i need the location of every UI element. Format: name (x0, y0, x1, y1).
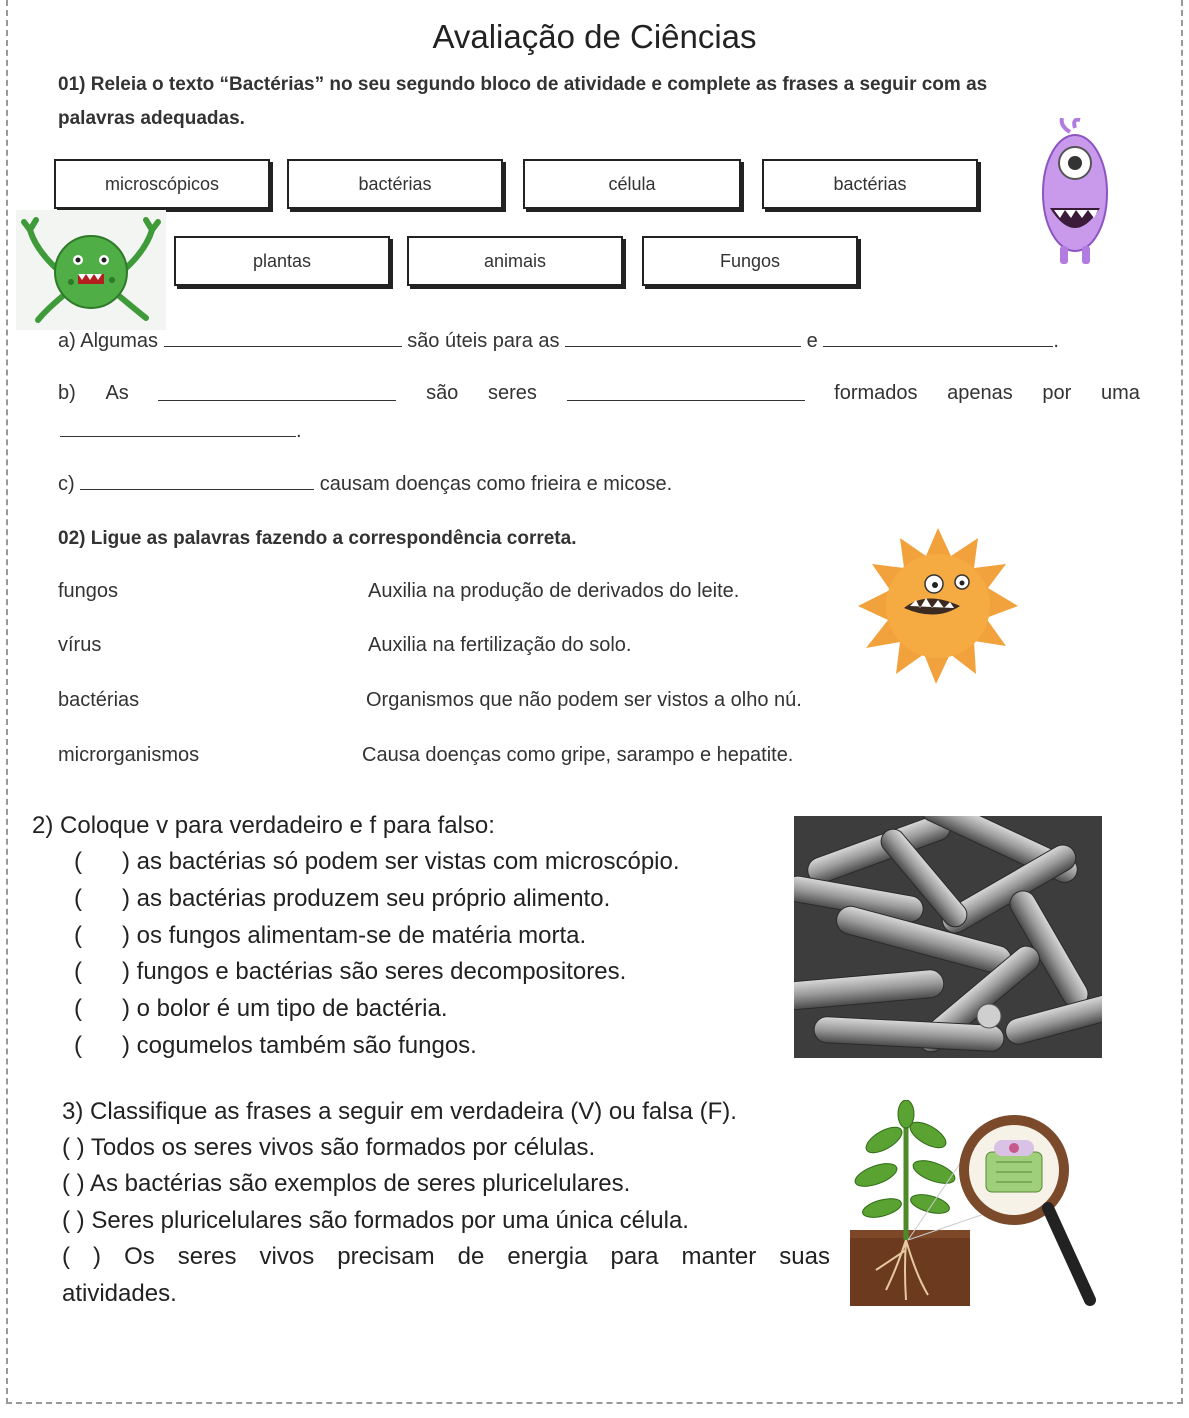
q1-b-blank-1[interactable] (158, 382, 396, 401)
q1-heading-line1: 01) Releia o texto “Bactérias” no seu segundo bloco de atividade e complete as frases a seguir com as (58, 74, 988, 95)
q1-b-word: seres (487, 382, 537, 404)
q3-heading: 2) Coloque v para verdadeiro e f para falso: (32, 812, 495, 839)
q1-a-middle: são úteis para as (407, 330, 560, 352)
q1-a-line (58, 328, 1059, 353)
q4-heading: 3) Classifique as frases a seguir em verdadeira (V) ou falsa (F). (62, 1098, 737, 1125)
purple-monster-icon (1030, 118, 1120, 268)
tf-open-paren: ( (74, 922, 82, 949)
q1-b-word: As (105, 382, 129, 404)
match-left-item[interactable]: fungos (58, 580, 119, 602)
word-bank-item: bactérias (287, 159, 503, 209)
q1-c-start: c) (58, 473, 75, 495)
match-right-item[interactable]: Organismos que não podem ser vistos a olho nú. (366, 689, 802, 711)
q1-b-word: são (426, 382, 459, 404)
tf-item[interactable] (74, 995, 448, 1023)
match-right-item[interactable]: Auxilia na fertilização do solo. (368, 634, 632, 656)
q1-b-blank-3[interactable] (60, 418, 296, 437)
q1-b-word: uma (1100, 382, 1140, 404)
tf-open-paren: ( (74, 848, 82, 875)
tf-item[interactable] (74, 958, 626, 986)
match-left-item[interactable]: vírus (58, 634, 102, 656)
tf-item[interactable] (74, 885, 610, 913)
q1-a-blank-1[interactable] (164, 328, 402, 347)
tf-open-paren: ( (74, 1032, 82, 1059)
word-bank-item: animais (407, 236, 623, 286)
q1-a-conj: e (806, 330, 818, 352)
q1-c-blank[interactable] (80, 471, 314, 490)
q1-b-word: apenas (947, 382, 1013, 404)
q1-a-end: . (1053, 330, 1059, 352)
q1-b-line2 (60, 418, 302, 443)
page-border-right (1181, 0, 1183, 1404)
tf-item-text: ) as bactérias só podem ser vistas com microscópio. (122, 848, 680, 875)
q2-heading: 02) Ligue as palavras fazendo a correspondência correta. (58, 528, 577, 549)
q1-b-end: . (296, 420, 302, 442)
tf-open-paren: ( (74, 995, 82, 1022)
match-left-item[interactable]: microrganismos (58, 744, 200, 766)
classify-item[interactable]: ( ) Seres pluricelulares são formados por uma única célula. (62, 1207, 689, 1234)
word-bank-item: plantas (174, 236, 390, 286)
tf-item-text: ) cogumelos também são fungos. (122, 1032, 477, 1059)
word-bank-item: Fungos (642, 236, 858, 286)
classify-item-continuation: atividades. (62, 1280, 177, 1307)
q1-b-line (58, 382, 1140, 405)
match-right-item[interactable]: Auxilia na produção de derivados do leite. (368, 580, 740, 602)
q1-b-blank-2[interactable] (567, 382, 805, 401)
classify-item[interactable]: ( ) Todos os seres vivos são formados por células. (62, 1134, 596, 1161)
q1-b-start: b) (58, 382, 76, 404)
tf-item[interactable] (74, 1032, 477, 1060)
word-bank-item: bactérias (762, 159, 978, 209)
tf-item-text: ) as bactérias produzem seu próprio alimento. (122, 885, 611, 912)
tf-item-text: ) fungos e bactérias são seres decompositores. (122, 958, 627, 985)
tf-open-paren: ( (74, 885, 82, 912)
tf-item[interactable] (74, 922, 586, 950)
page-title: Avaliação de Ciências (432, 18, 757, 55)
match-right-item[interactable]: Causa doenças como gripe, sarampo e hepatite. (362, 744, 794, 766)
green-monster-icon (16, 210, 166, 330)
q1-b-word: por (1042, 382, 1072, 404)
page-border-bottom (6, 1402, 1183, 1404)
q1-b-word: formados (834, 382, 918, 404)
classify-item[interactable]: ( ) Os seres vivos precisam de energia para manter suas (62, 1243, 830, 1270)
tf-item-text: ) os fungos alimentam-se de matéria morta. (122, 922, 587, 949)
tf-item-text: ) o bolor é um tipo de bactéria. (122, 995, 448, 1022)
tf-item[interactable] (74, 848, 680, 876)
q1-c-line (58, 471, 672, 496)
orange-sun-monster-icon (856, 526, 1021, 686)
tf-open-paren: ( (74, 958, 82, 985)
match-left-item[interactable]: bactérias (58, 689, 140, 711)
page-border-left (6, 0, 8, 1404)
q1-a-start: a) Algumas (58, 330, 159, 352)
plant-magnifier-illustration (846, 1100, 1106, 1320)
word-bank-item: microscópicos (54, 159, 270, 209)
classify-item[interactable]: ( ) As bactérias são exemplos de seres pluricelulares. (62, 1170, 631, 1197)
word-bank-item: célula (523, 159, 741, 209)
q1-a-blank-2[interactable] (565, 328, 801, 347)
q1-c-rest: causam doenças como frieira e micose. (319, 473, 673, 495)
q1-heading-line2: palavras adequadas. (58, 108, 245, 129)
bacteria-micrograph (794, 816, 1102, 1058)
q1-a-blank-3[interactable] (823, 328, 1053, 347)
